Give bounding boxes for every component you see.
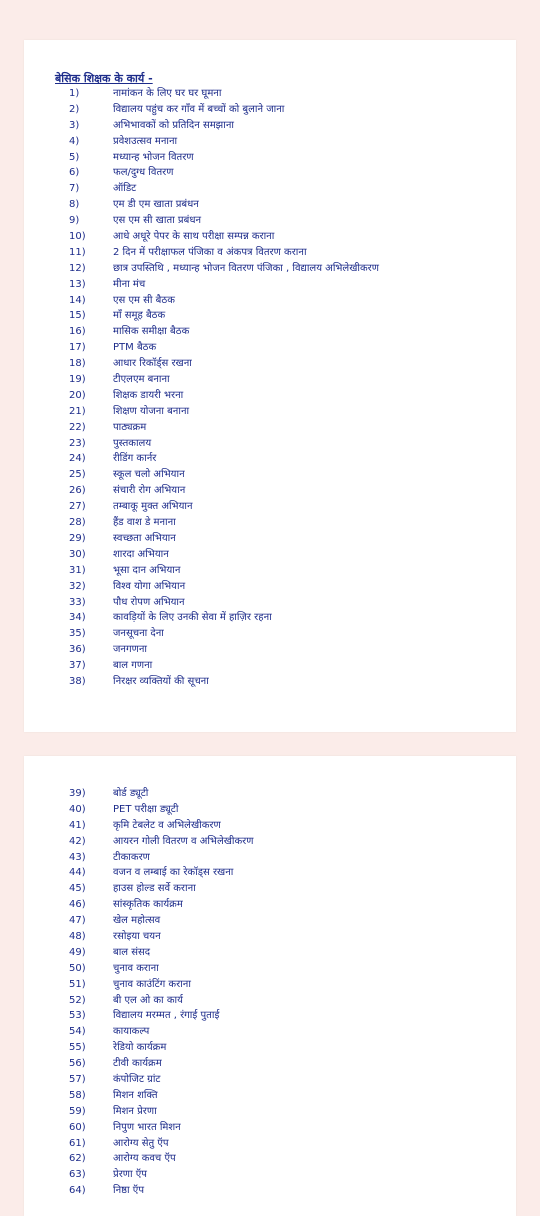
- list-item-text: विद्यालय मरम्मत , रंगाई पुताई: [113, 1010, 220, 1022]
- list-item-number: 22): [69, 421, 86, 433]
- list-item-text: शिक्षक डायरी भरना: [113, 389, 184, 401]
- list-item-number: 32): [69, 580, 86, 592]
- list-item-number: 61): [69, 1137, 86, 1149]
- list-item-number: 40): [69, 803, 86, 815]
- list-item-text: रीडिंग कार्नर: [113, 453, 157, 465]
- list-item-text: संचारी रोग अभियान: [113, 485, 186, 497]
- list-item-number: 52): [69, 994, 86, 1006]
- list-item-number: 56): [69, 1058, 86, 1070]
- list-item-text: विद्यालय पहुंच कर गाँव में बच्चों को बुलाने जाना: [113, 103, 285, 115]
- list-item-number: 38): [69, 675, 86, 687]
- list-item: [24, 293, 516, 309]
- list-item-text: आरोग्य सेतु ऍप: [113, 1137, 169, 1149]
- list-item-number: 27): [69, 501, 86, 513]
- list-item: [24, 929, 516, 945]
- list-item-text: बाल गणना: [113, 660, 153, 672]
- list-item-text: अभिभावकों को प्रतिदिन समझाना: [113, 119, 234, 131]
- list-item-number: 8): [69, 199, 80, 211]
- list-item-text: टीवी कार्यक्रम: [113, 1058, 162, 1070]
- list-item: [24, 1136, 516, 1152]
- list-item: [24, 1040, 516, 1056]
- list-item-number: 24): [69, 453, 86, 465]
- duty-list-page-2: [24, 786, 516, 1199]
- document-title: बेसिक शिक्षक के कार्य -: [55, 72, 153, 85]
- list-item-text: चुनाव कराना: [113, 962, 159, 974]
- list-item-number: 9): [69, 215, 80, 227]
- list-item: [24, 420, 516, 436]
- list-item-text: पुस्तकालय: [113, 437, 152, 449]
- list-item-text: ऑडिट: [113, 183, 137, 195]
- list-item-text: एस एम सी खाता प्रबंधन: [113, 215, 202, 227]
- list-item-text: आयरन गोली वितरण व अभिलेखीकरण: [113, 835, 254, 847]
- list-item-number: 21): [69, 405, 86, 417]
- list-item: [24, 547, 516, 563]
- list-item-number: 4): [69, 135, 80, 147]
- list-item: [24, 642, 516, 658]
- list-item-text: जनगणना: [113, 644, 147, 656]
- list-item-text: मध्यान्ह भोजन वितरण: [113, 151, 194, 163]
- list-item-text: रसोइया चयन: [113, 931, 161, 943]
- list-item: [24, 897, 516, 913]
- list-item: [24, 467, 516, 483]
- list-item: [24, 499, 516, 515]
- list-item: [24, 881, 516, 897]
- list-item-text: स्कूल चलो अभियान: [113, 469, 185, 481]
- list-item: [24, 610, 516, 626]
- list-item-number: 19): [69, 374, 86, 386]
- list-item-number: 58): [69, 1089, 86, 1101]
- list-item-number: 49): [69, 946, 86, 958]
- list-item-number: 17): [69, 342, 86, 354]
- list-item-text: छात्र उपस्तिथि , मध्यान्ह भोजन वितरण पंजिका , विद्यालय अभिलेखीकरण: [113, 262, 379, 274]
- list-item: [24, 261, 516, 277]
- list-item: [24, 658, 516, 674]
- list-item-number: 53): [69, 1010, 86, 1022]
- list-item: [24, 1056, 516, 1072]
- list-item-number: 16): [69, 326, 86, 338]
- document-page-2: [24, 756, 516, 1216]
- list-item-text: आधार रिकॉर्ड्स रखना: [113, 358, 192, 370]
- list-item-number: 33): [69, 596, 86, 608]
- list-item-text: बोर्ड ड्यूटी: [113, 788, 149, 799]
- list-item-text: चुनाव काउंटिंग कराना: [113, 978, 191, 990]
- list-item-text: बाल संसद: [113, 946, 151, 958]
- duty-list-page-1: [24, 86, 516, 690]
- list-item-number: 11): [69, 246, 86, 258]
- list-item-number: 23): [69, 437, 86, 449]
- list-item: [24, 86, 516, 102]
- list-item-text: शारदा अभियान: [113, 548, 169, 560]
- list-item: [24, 150, 516, 166]
- list-item-number: 57): [69, 1074, 86, 1086]
- list-item-number: 55): [69, 1042, 86, 1054]
- list-item-number: 15): [69, 310, 86, 322]
- list-item-text: टीकाकरण: [113, 851, 150, 863]
- list-item-text: कायाकल्प: [113, 1026, 150, 1038]
- list-item-number: 42): [69, 835, 86, 847]
- list-item-text: पाठ्यक्रम: [113, 421, 147, 433]
- list-item-text: टीएलएम बनाना: [113, 374, 170, 386]
- list-item-number: 5): [69, 151, 80, 163]
- list-item: [24, 451, 516, 467]
- list-item-text: नामांकन के लिए घर घर घूमना: [113, 88, 222, 99]
- list-item-text: निरक्षर व्यक्तियों की सूचना: [113, 675, 209, 687]
- list-item: [24, 277, 516, 293]
- list-item-text: भूसा दान अभियान: [113, 564, 181, 576]
- list-item-text: आधे अधूरे पेपर के साथ परीक्षा सम्पन्न कराना: [113, 231, 275, 243]
- list-item-text: हैंड वाश डे मनाना: [113, 517, 176, 529]
- list-item-text: 2 दिन में परीक्षाफल पंजिका व अंकपत्र वितरण कराना: [113, 246, 307, 258]
- list-item-number: 13): [69, 278, 86, 290]
- list-item-text: निपुण भारत मिशन: [113, 1121, 181, 1133]
- list-item: [24, 595, 516, 611]
- list-item: [24, 324, 516, 340]
- list-item: [24, 134, 516, 150]
- list-item: [24, 945, 516, 961]
- list-item: [24, 372, 516, 388]
- list-item: [24, 674, 516, 690]
- list-item-text: खेल महोत्सव: [113, 915, 161, 927]
- list-item-number: 20): [69, 389, 86, 401]
- list-item: [24, 340, 516, 356]
- list-item-text: आरोग्य कवच ऍप: [113, 1153, 176, 1165]
- list-item-text: हाउस होल्ड सर्वे कराना: [113, 883, 196, 895]
- list-item: [24, 229, 516, 245]
- list-item: [24, 802, 516, 818]
- list-item-number: 35): [69, 628, 86, 640]
- list-item: [24, 865, 516, 881]
- list-item-number: 6): [69, 167, 80, 179]
- list-item-number: 28): [69, 517, 86, 529]
- list-item-text: कंपोजिट ग्रांट: [113, 1074, 161, 1086]
- list-item-number: 44): [69, 867, 86, 879]
- list-item-number: 34): [69, 612, 86, 624]
- list-item-number: 12): [69, 262, 86, 274]
- list-item-number: 47): [69, 915, 86, 927]
- list-item-text: प्रेरणा ऍप: [113, 1169, 147, 1181]
- list-item-number: 62): [69, 1153, 86, 1165]
- list-item-number: 1): [69, 88, 80, 99]
- list-item: [24, 850, 516, 866]
- list-item: [24, 197, 516, 213]
- list-item-text: पौध रोपण अभियान: [113, 596, 185, 608]
- list-item-number: 59): [69, 1105, 86, 1117]
- document-page-1: [24, 40, 516, 732]
- list-item-number: 45): [69, 883, 86, 895]
- list-item-number: 39): [69, 788, 86, 799]
- list-item: [24, 483, 516, 499]
- list-item-text: कावड़ियों के लिए उनकी सेवा में हाज़िर रहना: [113, 612, 272, 624]
- list-item-number: 64): [69, 1185, 86, 1197]
- list-item-number: 63): [69, 1169, 86, 1181]
- list-item: [24, 181, 516, 197]
- list-item: [24, 102, 516, 118]
- list-item-number: 2): [69, 103, 80, 115]
- list-item: [24, 531, 516, 547]
- list-item-number: 48): [69, 931, 86, 943]
- list-item-text: एम डी एम खाता प्रबंधन: [113, 199, 199, 211]
- list-item-number: 46): [69, 899, 86, 911]
- list-item-number: 3): [69, 119, 80, 131]
- list-item: [24, 786, 516, 802]
- list-item-number: 10): [69, 231, 86, 243]
- list-item: [24, 388, 516, 404]
- list-item-text: विश्व योगा अभियान: [113, 580, 186, 592]
- list-item-number: 50): [69, 962, 86, 974]
- list-item-text: निष्ठा ऍप: [113, 1185, 145, 1197]
- list-item-text: माँ समूह बैठक: [113, 310, 166, 322]
- list-item: [24, 165, 516, 181]
- list-item-number: 41): [69, 819, 86, 831]
- list-item-text: मिशन शक्ति: [113, 1089, 158, 1101]
- list-item-text: तम्बाकू मुक्त अभियान: [113, 501, 193, 513]
- list-item: [24, 308, 516, 324]
- list-item: [24, 118, 516, 134]
- list-item: [24, 626, 516, 642]
- list-item-number: 7): [69, 183, 80, 195]
- list-item: [24, 1167, 516, 1183]
- list-item: [24, 834, 516, 850]
- list-item-text: मीना मंच: [113, 278, 146, 290]
- list-item-number: 54): [69, 1026, 86, 1038]
- list-item-number: 37): [69, 660, 86, 672]
- list-item-number: 51): [69, 978, 86, 990]
- list-item-text: मिशन प्रेरणा: [113, 1105, 157, 1117]
- list-item: [24, 1088, 516, 1104]
- list-item: [24, 404, 516, 420]
- list-item: [24, 1008, 516, 1024]
- list-item-text: कृमि टेबलेट व अभिलेखीकरण: [113, 819, 221, 831]
- list-item: [24, 913, 516, 929]
- list-item: [24, 1151, 516, 1167]
- list-item: [24, 1183, 516, 1199]
- list-item-text: रेडियो कार्यक्रम: [113, 1042, 167, 1054]
- list-item-number: 25): [69, 469, 86, 481]
- list-item-number: 31): [69, 564, 86, 576]
- list-item: [24, 961, 516, 977]
- list-item: [24, 1120, 516, 1136]
- list-item-text: शिक्षण योजना बनाना: [113, 405, 190, 417]
- list-item-number: 30): [69, 548, 86, 560]
- list-item-text: फल/दुग्ध वितरण: [113, 167, 174, 179]
- list-item-number: 29): [69, 532, 86, 544]
- list-item: [24, 436, 516, 452]
- list-item: [24, 245, 516, 261]
- list-item-text: मासिक समीक्षा बैठक: [113, 326, 190, 338]
- list-item: [24, 977, 516, 993]
- list-item: [24, 1072, 516, 1088]
- list-item: [24, 993, 516, 1009]
- list-item: [24, 579, 516, 595]
- list-item: [24, 515, 516, 531]
- list-item: [24, 1104, 516, 1120]
- list-item-text: जनसूचना देना: [113, 628, 164, 640]
- list-item-number: 26): [69, 485, 86, 497]
- list-item: [24, 356, 516, 372]
- list-item: [24, 818, 516, 834]
- list-item-number: 36): [69, 644, 86, 656]
- list-item-text: PET परीक्षा ड्यूटी: [113, 803, 179, 815]
- list-item-text: PTM बैठक: [113, 342, 157, 354]
- list-item-number: 60): [69, 1121, 86, 1133]
- list-item-text: स्वच्छता अभियान: [113, 532, 176, 544]
- list-item: [24, 1024, 516, 1040]
- list-item-number: 14): [69, 294, 86, 306]
- list-item-text: वजन व लम्बाई का रेकॉड्स रखना: [113, 867, 234, 879]
- list-item-number: 43): [69, 851, 86, 863]
- list-item-text: एस एम सी बैठक: [113, 294, 175, 306]
- list-item: [24, 213, 516, 229]
- list-item-text: प्रवेशउत्सव मनाना: [113, 135, 178, 147]
- list-item: [24, 563, 516, 579]
- list-item-text: बी एल ओ का कार्य: [113, 994, 183, 1006]
- list-item-number: 18): [69, 358, 86, 370]
- list-item-text: सांस्कृतिक कार्यक्रम: [113, 899, 183, 911]
